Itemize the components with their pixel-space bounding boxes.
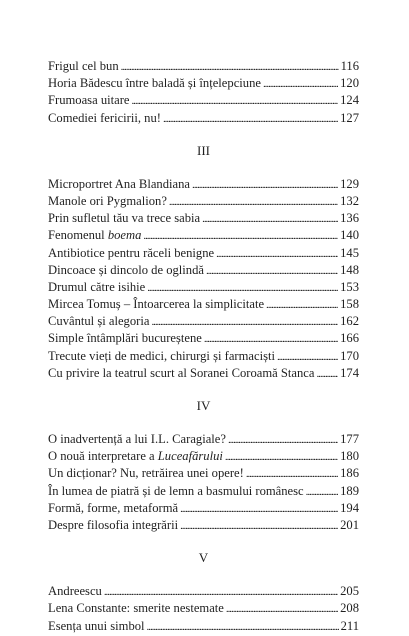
entry-title: Esența unui simbol [48, 618, 145, 633]
page-number: 211 [340, 618, 359, 633]
entry-title: Antibiotice pentru răceli benigne [48, 245, 215, 260]
entry-title: Microportret Ana Blandiana [48, 176, 190, 191]
toc-entry [48, 262, 359, 279]
toc-entry [48, 365, 359, 382]
page-number: 189 [340, 483, 359, 498]
dot-leader [266, 296, 338, 314]
page-number: 201 [340, 517, 359, 532]
entry-title: O inadvertență a lui I.L. Caragiale? [48, 432, 226, 446]
dot-leader [216, 245, 338, 263]
page-number: 158 [340, 297, 359, 312]
toc-entry [48, 193, 359, 210]
page-number: 170 [340, 348, 359, 363]
toc-entry [48, 296, 359, 313]
dot-leader [225, 448, 338, 466]
toc-entry [48, 176, 359, 193]
section-heading: IV [196, 398, 211, 413]
toc-entry [48, 348, 359, 365]
entry-title: Dincoace și dincolo de oglindă [48, 262, 204, 277]
page-number: 208 [340, 601, 359, 616]
toc-entry [48, 110, 359, 127]
toc-entry [48, 448, 359, 465]
page-number: 153 [340, 279, 359, 294]
page-number: 116 [340, 59, 359, 73]
toc-entry [48, 517, 359, 534]
dot-leader [228, 431, 338, 449]
entry-title: Cu privire la teatrul scurt al Soranei Coroamă Stanca [48, 365, 315, 380]
toc-entry [48, 313, 359, 330]
toc-entry [48, 600, 359, 617]
page-number: 174 [340, 365, 359, 380]
dot-leader [143, 227, 338, 245]
entry-title: Manole ori Pygmalion? [48, 193, 167, 208]
entry-title: Formă, forme, metaformă [48, 500, 179, 515]
dot-leader [246, 465, 338, 483]
toc-entry [48, 92, 359, 109]
entry-title: Lena Constante: smerite nestemate [48, 601, 224, 616]
entry-title: Prin sufletul tău va trece sabia [48, 211, 201, 226]
toc-section [48, 547, 359, 635]
page-number: 180 [340, 449, 359, 464]
dot-leader [192, 176, 338, 194]
toc-entry [48, 483, 359, 500]
dot-leader [180, 500, 338, 518]
toc-entry [48, 465, 359, 482]
entry-title: Cuvântul și alegoria [48, 314, 150, 329]
dot-leader [131, 92, 338, 110]
dot-leader [206, 262, 338, 280]
section-heading: III [197, 142, 210, 158]
toc-section [48, 140, 359, 382]
page-number: 205 [340, 584, 359, 599]
entry-title: În lumea de piatră și de lemn a basmului românesc [48, 483, 304, 498]
dot-leader [169, 193, 338, 211]
dot-leader [180, 517, 338, 535]
page-number: 140 [340, 228, 359, 243]
toc-entry [48, 210, 359, 227]
toc-section [48, 395, 359, 534]
page-number: 177 [340, 432, 359, 446]
dot-leader [306, 483, 338, 501]
table-of-contents [48, 58, 359, 635]
toc-entry [48, 227, 359, 244]
page-number: 120 [340, 76, 359, 91]
entry-title: Drumul către isihie [48, 279, 146, 294]
entry-title: Un dicționar? Nu, retrăirea unei opere! [48, 466, 244, 481]
page-number: 129 [340, 176, 359, 191]
entry-title: Fenomenul boema [48, 228, 142, 243]
toc-entry [48, 245, 359, 262]
page-number: 186 [340, 466, 359, 481]
page-number: 145 [340, 245, 359, 260]
page-number: 127 [340, 110, 359, 125]
dot-leader [204, 330, 338, 348]
entry-title: Frigul cel bun [48, 59, 119, 73]
entry-title: Despre filosofia integrării [48, 517, 179, 532]
dot-leader [226, 600, 338, 618]
page-number: 124 [340, 93, 359, 108]
toc-entry [48, 330, 359, 347]
dot-leader [147, 618, 339, 636]
page-number: 132 [340, 193, 359, 208]
entry-title: Horia Bădescu între baladă și înțelepciune [48, 76, 261, 91]
dot-leader [121, 58, 339, 76]
toc-section [48, 58, 359, 127]
page-number: 194 [340, 500, 359, 515]
entry-title: Comediei fericirii, nu! [48, 110, 161, 125]
dot-leader [151, 313, 338, 331]
dot-leader [277, 348, 338, 366]
toc-entry [48, 500, 359, 517]
entry-title: O nouă interpretare a Luceafărului [48, 449, 223, 464]
dot-leader [202, 210, 338, 228]
page-number: 148 [340, 262, 359, 277]
toc-entry [48, 279, 359, 296]
page-number: 166 [340, 331, 359, 346]
entry-title: Mircea Tomuș – Întoarcerea la simplicitate [48, 297, 265, 312]
section-heading: V [198, 550, 209, 566]
entry-title: Frumoasa uitare [48, 93, 130, 108]
dot-leader [104, 583, 338, 601]
toc-entry [48, 75, 359, 92]
page-number: 136 [340, 211, 359, 226]
page-number: 162 [340, 314, 359, 329]
toc-entry [48, 58, 359, 75]
dot-leader [263, 75, 338, 93]
dot-leader [316, 365, 338, 383]
dot-leader [147, 279, 338, 297]
entry-title: Simple întâmplări bucureștene [48, 331, 202, 346]
entry-title: Trecute vieți de medici, chirurgi și farmaciști [48, 348, 275, 363]
entry-title: Andreescu [48, 584, 102, 599]
toc-entry [48, 583, 359, 600]
dot-leader [163, 110, 338, 128]
toc-entry [48, 618, 359, 635]
toc-entry [48, 431, 359, 448]
